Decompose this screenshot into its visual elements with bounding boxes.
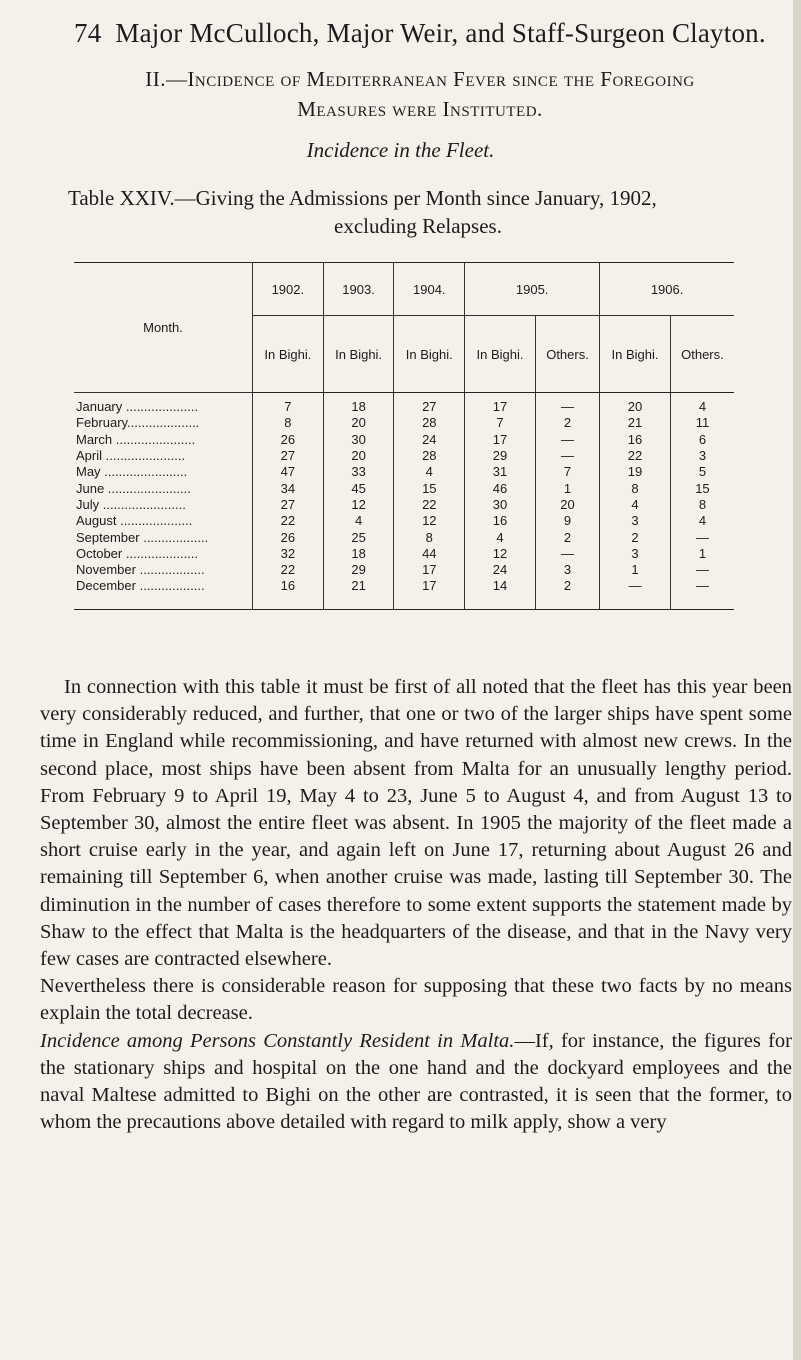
value-cell: 3: [535, 562, 599, 578]
value-cell: 8: [600, 480, 671, 496]
value-cell: 20: [535, 497, 599, 513]
year-header: 1902.: [253, 263, 324, 316]
section-heading-line2: Measures were Instituted.: [297, 97, 543, 121]
value-cell: 46: [465, 480, 536, 496]
table-row: [74, 546, 734, 562]
value-cell: 17: [394, 578, 465, 609]
value-cell: 4: [670, 393, 734, 416]
paragraph: Nevertheless there is considerable reason for supposing that these two facts by no means explain the total decrease.: [40, 975, 792, 1025]
value-cell: —: [535, 432, 599, 448]
value-cell: 4: [323, 513, 394, 529]
month-header: Month.: [74, 263, 253, 393]
value-cell: 24: [394, 432, 465, 448]
month-cell: October ....................: [76, 545, 199, 561]
value-cell: 19: [600, 464, 671, 480]
value-cell: 4: [600, 497, 671, 513]
value-cell: 7: [535, 464, 599, 480]
value-cell: 16: [465, 513, 536, 529]
table-row: [74, 497, 734, 513]
value-cell: 21: [600, 415, 671, 431]
subcol-header: In Bighi.: [253, 316, 324, 393]
subcol-header: In Bighi.: [323, 316, 394, 393]
value-cell: 26: [253, 432, 324, 448]
value-cell: 3: [600, 513, 671, 529]
value-cell: 25: [323, 529, 394, 545]
table-row: [74, 464, 734, 480]
value-cell: —: [535, 393, 599, 416]
value-cell: 3: [670, 448, 734, 464]
value-cell: 2: [535, 578, 599, 609]
value-cell: 7: [253, 393, 324, 416]
value-cell: 22: [253, 562, 324, 578]
subcol-header: Others.: [535, 316, 599, 393]
value-cell: 4: [465, 529, 536, 545]
table-row: [74, 529, 734, 545]
table-row: [74, 480, 734, 496]
year-header: 1905.: [465, 263, 600, 316]
value-cell: 11: [670, 415, 734, 431]
value-cell: 8: [394, 529, 465, 545]
value-cell: 17: [465, 432, 536, 448]
subcol-header: In Bighi.: [394, 316, 465, 393]
table-body: [74, 393, 734, 610]
value-cell: 22: [394, 497, 465, 513]
value-cell: 12: [394, 513, 465, 529]
section-heading-line1: II.—Incidence of Mediterranean Fever since the Foregoing: [145, 67, 695, 91]
page-edge: [793, 0, 801, 1360]
section-heading: [40, 64, 800, 124]
value-cell: 20: [323, 448, 394, 464]
value-cell: 2: [535, 415, 599, 431]
value-cell: 47: [253, 464, 324, 480]
month-cell: September ..................: [76, 529, 209, 545]
subheading: Incidence in the Fleet.: [306, 138, 495, 162]
value-cell: 1: [670, 546, 734, 562]
value-cell: 8: [253, 415, 324, 431]
paragraph: In connection with this table it must be first of all noted that the fleet has this year been very considerably reduced, and further, that one or two of the larger ships have spent some time in England while recommissioning, and have returned with almost new crews. In the second place, most ships have been absent from Malta for an unusually lengthy period. From February 9 to April 19, May 4 to 23, June 5 to August 4, and from August 13 to September 30, almost the entire fleet was absent. In 1905 the majority of the fleet made a short cruise early in the year, and again left on June 17, returning about August 26 and remaining till September 6, when another cruise was made, lasting till September 30. The diminution in the number of cases therefore to some extent supports the statement made by Shaw to the effect that Malta is the headquarters of the disease, and that in the Navy very few cases are contracted elsewhere.: [40, 676, 792, 971]
value-cell: 18: [323, 546, 394, 562]
value-cell: 26: [253, 529, 324, 545]
table-row: [74, 513, 734, 529]
value-cell: 17: [394, 562, 465, 578]
month-cell: July .......................: [76, 496, 186, 512]
table-row: [74, 393, 734, 416]
value-cell: 27: [394, 393, 465, 416]
table-row: [74, 415, 734, 431]
value-cell: 15: [670, 480, 734, 496]
month-cell: January ....................: [76, 399, 199, 415]
subcol-header: In Bighi.: [465, 316, 536, 393]
value-cell: 30: [323, 432, 394, 448]
value-cell: 2: [600, 529, 671, 545]
value-cell: 7: [465, 415, 536, 431]
value-cell: 30: [465, 497, 536, 513]
value-cell: 12: [323, 497, 394, 513]
year-header: 1904.: [394, 263, 465, 316]
value-cell: 20: [323, 415, 394, 431]
body-text: [40, 674, 792, 1136]
value-cell: 18: [323, 393, 394, 416]
month-cell: March ......................: [76, 431, 196, 447]
value-cell: 1: [535, 480, 599, 496]
year-header: 1906.: [600, 263, 734, 316]
subcol-header: Others.: [670, 316, 734, 393]
running-title: Major McCulloch, Major Weir, and Staff-Surgeon Clayton.: [115, 18, 766, 48]
month-cell: December ..................: [74, 578, 253, 609]
value-cell: 20: [600, 393, 671, 416]
value-cell: —: [670, 562, 734, 578]
value-cell: 21: [323, 578, 394, 609]
value-cell: —: [600, 578, 671, 609]
value-cell: 16: [253, 578, 324, 609]
month-cell: May .......................: [76, 464, 188, 480]
admissions-table-wrap: [74, 262, 734, 661]
value-cell: 15: [394, 480, 465, 496]
value-cell: 17: [465, 393, 536, 416]
table-row: [74, 562, 734, 578]
month-cell: August ....................: [76, 513, 193, 529]
value-cell: —: [535, 448, 599, 464]
value-cell: 22: [253, 513, 324, 529]
admissions-table: [74, 262, 734, 610]
page-number: 74: [74, 18, 102, 48]
paragraph-heading: Incidence among Persons Constantly Resident in Malta.: [40, 1029, 515, 1052]
month-cell: November ..................: [76, 562, 205, 578]
value-cell: 29: [465, 448, 536, 464]
value-cell: 4: [670, 513, 734, 529]
value-cell: 12: [465, 546, 536, 562]
value-cell: 34: [253, 480, 324, 496]
year-header: 1903.: [323, 263, 394, 316]
paragraph-text: —If, for instance, the figures for the stationary ships and hospital on the one hand and the dockyard employees and the naval Maltese admitted to Bighi on the other are contrasted, it is seen that the former, to whom the precautions above detailed with regard to milk apply, show a very: [40, 1029, 792, 1134]
running-head: [74, 18, 766, 49]
value-cell: 29: [323, 562, 394, 578]
value-cell: 22: [600, 448, 671, 464]
value-cell: 16: [600, 432, 671, 448]
month-cell: February....................: [76, 415, 200, 431]
table-row: [74, 432, 734, 448]
value-cell: 32: [253, 546, 324, 562]
value-cell: 33: [323, 464, 394, 480]
value-cell: 9: [535, 513, 599, 529]
table-row: [74, 448, 734, 464]
paragraph: [40, 1028, 792, 1137]
table-caption-line2: excluding Relapses.: [334, 214, 502, 238]
table-row: [74, 578, 734, 609]
value-cell: 45: [323, 480, 394, 496]
value-cell: 1: [600, 562, 671, 578]
value-cell: 24: [465, 562, 536, 578]
value-cell: 5: [670, 464, 734, 480]
table-caption: [68, 184, 768, 240]
subcol-header: In Bighi.: [600, 316, 671, 393]
value-cell: 31: [465, 464, 536, 480]
value-cell: 4: [394, 464, 465, 480]
value-cell: 14: [465, 578, 536, 609]
month-cell: June .......................: [76, 480, 191, 496]
value-cell: —: [670, 529, 734, 545]
value-cell: 8: [670, 497, 734, 513]
month-cell: April ......................: [76, 448, 186, 464]
table-caption-line1: Table XXIV.—Giving the Admissions per Month since January, 1902,: [68, 186, 657, 210]
value-cell: 28: [394, 448, 465, 464]
value-cell: 27: [253, 448, 324, 464]
value-cell: 6: [670, 432, 734, 448]
value-cell: —: [535, 546, 599, 562]
value-cell: 3: [600, 546, 671, 562]
value-cell: 27: [253, 497, 324, 513]
value-cell: 28: [394, 415, 465, 431]
value-cell: —: [670, 578, 734, 609]
value-cell: 2: [535, 529, 599, 545]
value-cell: 44: [394, 546, 465, 562]
